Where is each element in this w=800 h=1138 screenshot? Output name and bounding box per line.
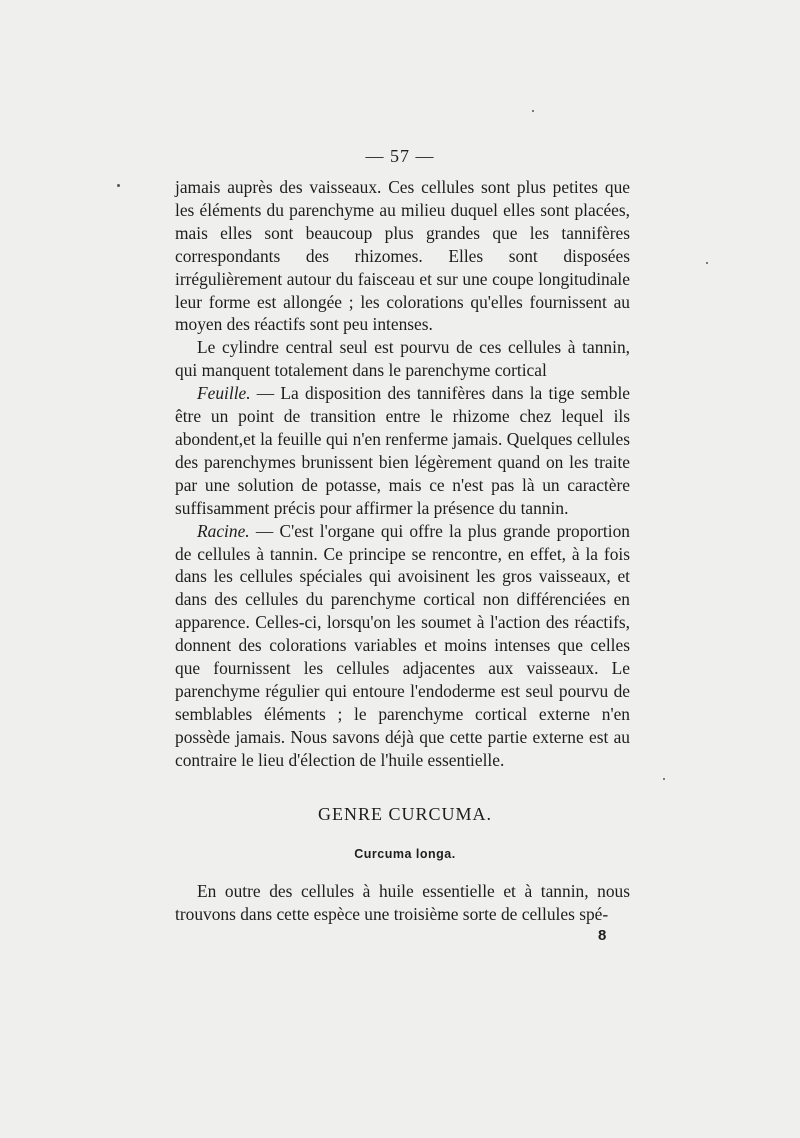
paper-speck bbox=[706, 262, 708, 264]
paper-speck bbox=[117, 184, 120, 187]
section-heading: GENRE CURCUMA. bbox=[317, 804, 492, 824]
closing-paragraph bbox=[175, 880, 630, 926]
paragraph-racine-text: — C'est l'organe qui offre la plus grande proportion de cellules à tannin. Ce principe se rencontre, en effet, à la fois dans les cellules spéciales qui avoisinent les gros vaisseaux, et dans des cellules du parenchyme cortical non différenciées en apparence. Celles-ci, lorsqu'on les soumet à l'action des réactifs, donnent des colorations variables et moins intenses que celles que fournissent les cellules adjacentes aux vaisseaux. Le parenchyme régulier qui entoure l'endoderme est seul pourvu de semblables éléments ; le parenchyme cortical externe n'en possède jamais. Nous savons déjà que cette partie externe est au contraire le lieu d'élection de l'huile essentielle. bbox=[175, 520, 630, 770]
paper-speck bbox=[663, 778, 665, 780]
paragraph-feuille-lead: Feuille. bbox=[197, 383, 251, 404]
closing-text bbox=[175, 880, 630, 926]
body-text bbox=[175, 176, 630, 772]
paragraph-1 bbox=[175, 176, 630, 336]
paragraph-racine-lead: Racine. bbox=[197, 520, 250, 541]
paragraph-2-text: Le cylindre central seul est pourvu de ces cellules à tannin, qui manquent totalement dans le parenchyme cortical bbox=[175, 337, 630, 381]
paragraph-1-text: jamais auprès des vaisseaux. Ces cellules sont plus petites que les éléments du parenchyme au milieu duquel elles sont placées, mais elles sont beaucoup plus grandes que les tannifères correspondants des rhizomes. Elles sont disposées irrégulièrement autour du faisceau et sur une coupe longitudinale leur forme est allongée ; les colorations qu'elles fournissent au moyen des réactifs sont peu intenses. bbox=[175, 177, 630, 335]
species-subheading: Curcuma longa. bbox=[354, 847, 456, 861]
page-number: — 57 — bbox=[365, 146, 435, 166]
paragraph-2 bbox=[175, 336, 630, 382]
paragraph-feuille bbox=[175, 382, 630, 519]
closing-paragraph-text: En outre des cellules à huile essentielle et à tannin, nous trouvons dans cette espèce une troisième sorte de cellules spé- bbox=[175, 881, 630, 924]
paper-speck bbox=[532, 110, 534, 112]
signature-mark: 8 bbox=[598, 927, 607, 944]
paragraph-racine bbox=[175, 520, 630, 772]
paragraph-feuille-text: — La disposition des tannifères dans la tige semble être un point de transition entre le rhizome chez lequel ils abondent,et la feuille qui n'en renferme jamais. Quelques cellules des parenchymes brunissent bien légèrement quand on les traite par une solution de potasse, mais ce n'est pas là un caractère suffisamment précis pour affirmer la présence du tannin. bbox=[175, 383, 630, 518]
